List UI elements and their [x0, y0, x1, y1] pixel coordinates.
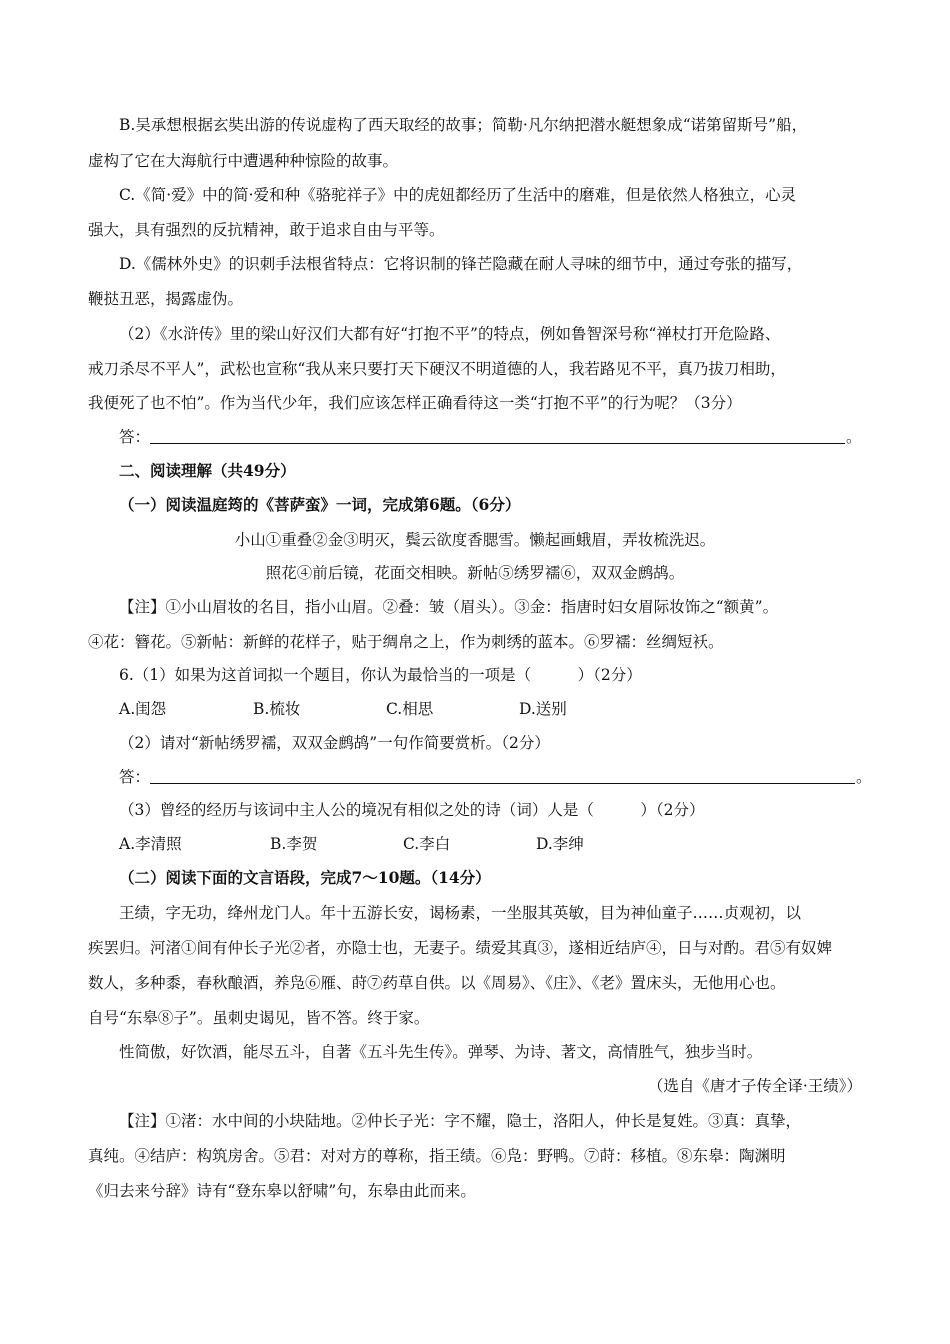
poem-line-1: 小山①重叠②金③明灭，鬓云欲度香腮雪。懒起画蛾眉，弄妆梳洗迟。: [234, 531, 716, 549]
option-d-line2: 鞭挞丑恶，揭露虚伪。: [88, 290, 244, 308]
question-6-3: （3）曾经的经历与该词中主人公的境况有相似之处的诗（词）人是（ ）（2分）: [119, 801, 705, 819]
choice-a[interactable]: A.李清照: [119, 835, 182, 853]
choice-a[interactable]: A.闺怨: [119, 700, 167, 718]
passage-note-line1: 【注】①渚：水中间的小块陆地。②仲长子光：字不耀，隐士，洛阳人，仲长是复姓。③真：真挚，: [119, 1112, 802, 1130]
passage-line-4: 自号“东皋⑧子”。虽刺史谒见，皆不答。终于家。: [88, 1009, 430, 1027]
choice-b[interactable]: B.李贺: [270, 835, 318, 853]
poem-note-line2: ④花：簪花。⑤新帖：新鲜的花样子，贴于绸帛之上，作为刺绣的蓝本。⑥罗襦：丝绸短袄。: [88, 633, 724, 651]
question-2-line3: 我便死了也不怕”。作为当代少年，我们应该怎样正确看待这一类“打抱不平”的行为呢？（3分）: [88, 394, 742, 412]
section-2-heading: 二、阅读理解（共49分）: [119, 461, 296, 480]
passage-line-3: 数人，多种黍，春秋酿酒，养凫⑥雁、莳⑦药草自供。以《周易》、《庄》、《老》置床头，无他用心也。: [88, 974, 786, 992]
question-6-1: 6.（1）如果为这首词拟一个题目，你认为最恰当的一项是（ ）（2分）: [119, 666, 642, 684]
choice-d[interactable]: D.李绅: [536, 835, 584, 853]
option-c-line2: 强大，具有强烈的反抗精神，敢于追求自由与平等。: [88, 221, 445, 239]
poem-note-line1: 【注】①小山眉妆的名目，指小山眉。②叠：皱（眉头）。③金：指唐时妇女眉际妆饰之“额黄”。: [119, 598, 779, 616]
choice-c[interactable]: C.李白: [403, 835, 451, 853]
option-c-line1: C.《简·爱》中的简·爱和种《骆驼祥子》中的虎妞都经历了生活中的磨难，但是依然人格独立，心灵: [119, 186, 797, 204]
part-2-heading: （二）阅读下面的文言语段，完成7～10题。（14分）: [119, 868, 491, 887]
question-2-line2: 戒刀杀尽不平人”，武松也宣称“我从来只要打天下硬汉不明道德的人，我若路见不平，真乃拔刀相助，: [88, 360, 786, 378]
answer-line-2[interactable]: [150, 783, 855, 784]
poem-line-2: 照花④前后镜，花面交相映。新帖⑤绣罗襦⑥，双双金鹧鸪。: [265, 564, 685, 582]
option-b-line1: B.吴承想根据玄奘出游的传说虚构了西天取经的故事；简勒·凡尔纳把潜水艇想象成“诺第留斯号”船，: [119, 116, 808, 134]
option-d-line1: D.《儒林外史》的识刺手法根省特点：它将识制的锋芒隐藏在耐人寻味的细节中，通过夸张的描写，: [119, 255, 803, 273]
choice-d[interactable]: D.送别: [519, 700, 567, 718]
choice-c[interactable]: C.相思: [386, 700, 434, 718]
answer-end-mark-1: 。: [846, 428, 862, 446]
passage-line-2: 疾罢归。河渚①间有仲长子光②者，亦隐士也，无妻子。绩爱其真③，遂相近结庐④，日与对酌。君⑤有奴婢: [88, 939, 833, 957]
question-2-line1: （2）《水浒传》里的梁山好汉们大都有好“打抱不平”的特点，例如鲁智深号称“禅杖打开危险路、: [119, 325, 781, 343]
question-6-2: （2）请对“新帖绣罗襦，双双金鹧鸪”一句作简要赏析。（2分）: [119, 734, 550, 752]
answer-label-1: 答：: [119, 428, 151, 446]
answer-line-1[interactable]: [150, 443, 845, 444]
choice-b[interactable]: B.梳妆: [253, 700, 301, 718]
passage-line-5: 性简傲，好饮酒，能尽五斗，自著《五斗先生传》。弹琴、为诗、著文，高情胜气，独步当时。: [119, 1043, 763, 1061]
passage-source: （选自《唐才子传全译·王绩》）: [647, 1077, 862, 1095]
passage-note-line3: 《归去来兮辞》诗有“登东皋以舒啸”句，东皋由此而来。: [88, 1182, 476, 1200]
passage-line-1: 王绩，字无功，绛州龙门人。年十五游长安，谒杨素，一坐服其英敏，目为神仙童子……贞观初，以: [119, 904, 802, 922]
answer-label-2: 答：: [119, 768, 151, 786]
answer-end-mark-2: 。: [856, 768, 872, 786]
option-b-line2: 虚构了它在大海航行中遭遇种种惊险的故事。: [88, 152, 399, 170]
passage-note-line2: 真纯。④结庐：构筑房舍。⑤君：对对方的尊称，指王绩。⑥凫：野鸭。⑦莳：移植。⑧东皋：陶渊明: [88, 1147, 786, 1165]
part-1-heading: （一）阅读温庭筠的《菩萨蛮》一词，完成第6题。（6分）: [119, 495, 521, 514]
